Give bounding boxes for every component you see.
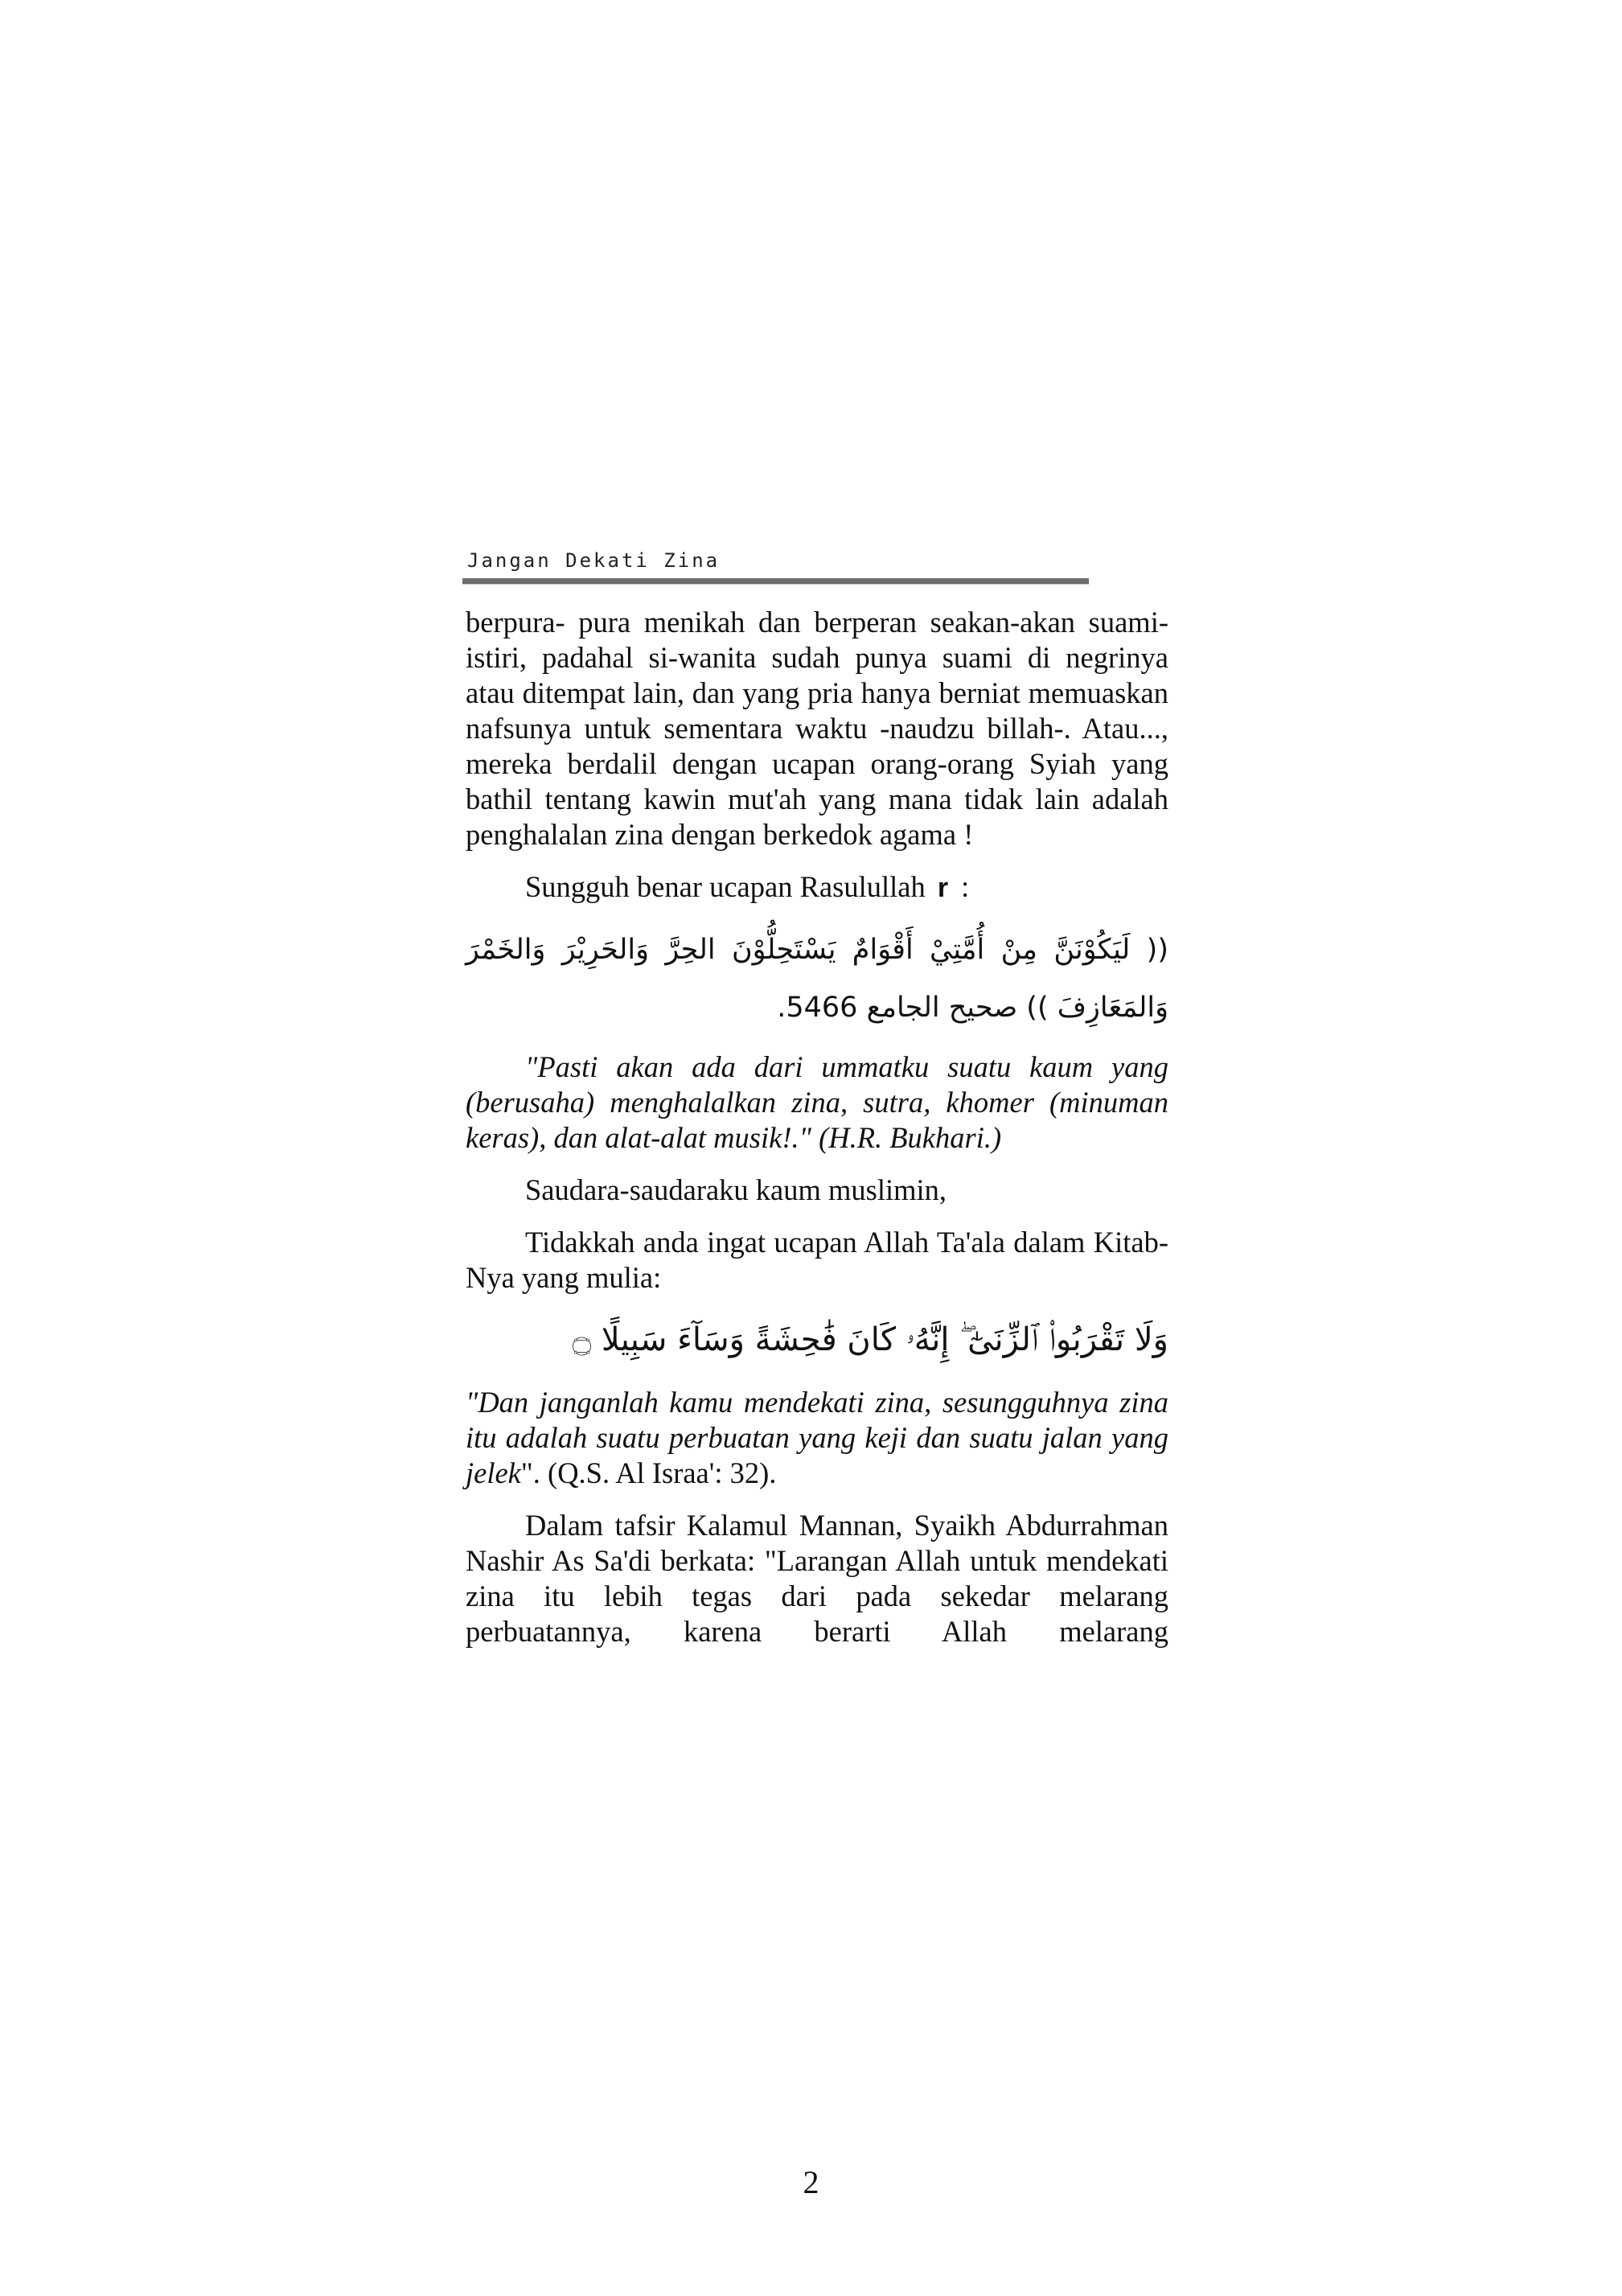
body-text <box>466 605 1168 1649</box>
page-number: 2 <box>803 2164 819 2200</box>
paragraph-2 <box>466 869 1168 906</box>
quran-verse-arabic: وَلَا تَقْرَبُوا۟ ٱلزِّنَىٰٓ ۖ إِنَّهُۥ كَانَ فَٰحِشَةً وَسَآءَ سَبِيلًا ۝ <box>572 1321 1168 1358</box>
quran-translation-reference: ". (Q.S. Al Israa': 32). <box>520 1456 777 1489</box>
running-header: Jangan Dekati Zina <box>467 549 721 572</box>
paragraph-3: Saudara-saudaraku kaum muslimin, <box>525 1173 947 1206</box>
paragraph-1: berpura- pura menikah dan berperan seakan-akan suami-istiri, padahal si-wanita sudah punya suami di negrinya atau ditempat lain, dan yang pria hanya berniat memuaskan nafsunya untuk sementara waktu -naudzu billah-. Atau..., mereka berdalil dengan ucapan orang-orang Syiah yang bathil tentang kawin mut'ah yang mana tidak lain adalah penghalalan zina dengan berkedok agama ! <box>466 606 1168 851</box>
quran-translation <box>466 1385 1168 1491</box>
hadith-arabic-line-2: وَالمَعَازِفَ )) صحيح الجامع 5466. <box>777 992 1168 1024</box>
paragraph-5: Dalam tafsir Kalamul Mannan, Syaikh Abdurrahman Nashir As Sa'di berkata: "Larangan Allah untuk mendekati zina itu lebih tegas dari pada sekedar melarang perbuatannya, karena berarti Allah melarang <box>466 1509 1168 1648</box>
paragraph-4: Tidakkah anda ingat ucapan Allah Ta'ala dalam Kitab-Nya yang mulia: <box>466 1226 1168 1294</box>
quran-translation-text: "Dan janganlah kamu mendekati zina, sesungguhnya zina itu adalah suatu perbuatan yang keji dan suatu jalan yang jelek <box>466 1386 1168 1489</box>
salutation-mark: r <box>937 873 949 903</box>
hadith-arabic-line-1: (( لَيَكُوْنَنَّ مِنْ أُمَّتِيْ أَقْوَامٌ يَسْتَحِلُّوْنَ الحِرَّ وَالحَرِيْرَ وَالخَمْرَ <box>466 934 1168 966</box>
paragraph-2-colon: : <box>961 870 970 903</box>
hadith-translation: "Pasti akan ada dari ummatku suatu kaum yang (berusaha) menghalalkan zina, sutra, khomer (minuman keras), dan alat-alat musik!." (H.R. Bukhari.) <box>466 1050 1168 1154</box>
paragraph-2-text: Sungguh benar ucapan Rasulullah <box>525 870 926 903</box>
header-rule <box>462 578 1089 585</box>
